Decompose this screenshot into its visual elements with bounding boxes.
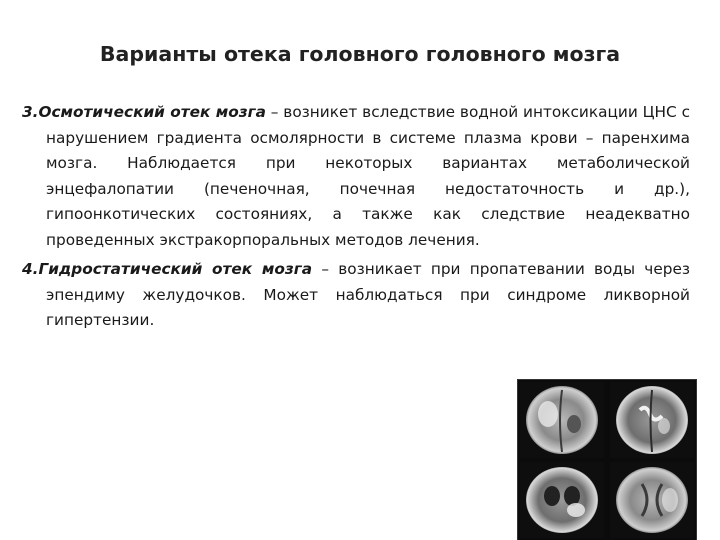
mri-scan-bottom-left (520, 462, 604, 538)
term-hydrostatic: 4.Гидростатический отек мозга (22, 260, 313, 278)
term-osmotic: 3.Осмотический отек мозга (22, 103, 266, 121)
mri-scans-image (518, 380, 696, 540)
mri-scan-top-right (610, 382, 694, 458)
mri-scan-bottom-right (610, 462, 694, 538)
slide-title: Варианты отека головного головного мозга (99, 42, 621, 66)
slide-body (22, 100, 690, 334)
list-item-osmotic (22, 100, 690, 253)
mri-scan-top-left (520, 382, 604, 458)
text-hydrostatic: – возникает при пропатевании воды через эпендиму желудочков. Может наблюдаться при синдроме ликворной гипертензии. (46, 260, 690, 329)
text-osmotic: – возникет вследствие водной интоксикации ЦНС с нарушением градиента осмолярности в системе плазма крови – паренхима мозга. Наблюдается при некоторых вариантах метаболической энцефалопатии (печеночная, почечная недостаточность и др.), гипоонкотических состояниях, а также как следствие неадекватно проведенных экстракорпоральных методов лечения. (46, 103, 690, 249)
list-item-hydrostatic (22, 257, 690, 334)
